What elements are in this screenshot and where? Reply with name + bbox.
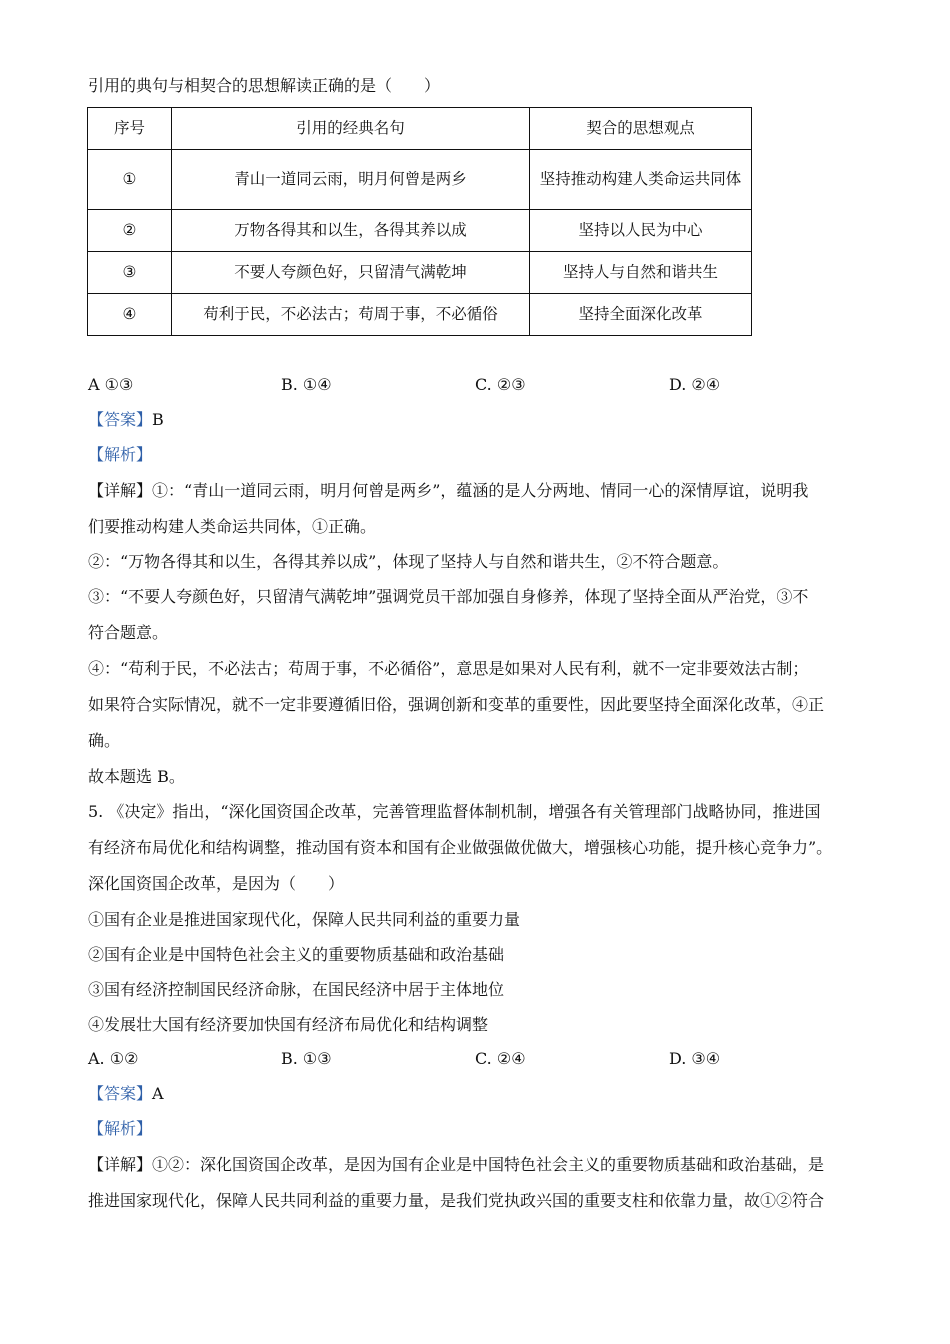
- detail-line: 【详解】①②：深化国资国企改革，是因为国有企业是中国特色社会主义的重要物质基础和政治基础，是: [88, 1155, 825, 1174]
- detail-line: 【详解】①：“青山一道同云雨，明月何曾是两乡”，蕴涵的是人分两地、情同一心的深情厚谊，说明我: [88, 481, 809, 500]
- analysis-label: 【解析】: [88, 445, 153, 464]
- option-a: A. ①②: [88, 1049, 139, 1068]
- statement-item: ④发展壮大国有经济要加快国有经济布局优化和结构调整: [88, 1015, 489, 1034]
- statement-item: ①国有企业是推进国家现代化，保障人民共同利益的重要力量: [88, 910, 521, 929]
- option-b: B. ①④: [281, 375, 332, 394]
- table-cell: 苟利于民，不必法古；苟周于事，不必循俗: [172, 294, 530, 336]
- detail-line: ②：“万物各得其和以生，各得其养以成”，体现了坚持人与自然和谐共生，②不符合题意。: [88, 552, 729, 571]
- option-a: A ①③: [88, 375, 134, 394]
- answer-value: A: [152, 1084, 164, 1103]
- analysis-label: 【解析】: [88, 1119, 153, 1138]
- question-5-stem: 有经济布局优化和结构调整，推动国有资本和国有企业做强做优做大，增强核心功能，提升核心竞争力”。: [88, 838, 833, 857]
- answer-value: B: [152, 410, 164, 429]
- option-d: D. ③④: [669, 1049, 721, 1068]
- table-cell: 不要人夸颜色好，只留清气满乾坤: [172, 252, 530, 294]
- table-cell: ②: [88, 210, 172, 252]
- detail-label: 【详解】: [88, 1155, 153, 1174]
- table-row: [88, 150, 752, 210]
- detail-line: 符合题意。: [88, 623, 169, 642]
- table-header-row: [88, 108, 752, 150]
- table-cell: 坚持推动构建人类命运共同体: [530, 150, 752, 210]
- detail-line: 如果符合实际情况，就不一定非要遵循旧俗，强调创新和变革的重要性，因此要坚持全面深化改革，④正: [88, 695, 825, 714]
- statement-item: ③国有经济控制国民经济命脉，在国民经济中居于主体地位: [88, 980, 505, 999]
- quote-table: [87, 107, 752, 336]
- answer-line: [88, 1084, 868, 1104]
- question-4-stem: 引用的典句与相契合的思想解读正确的是（ ）: [88, 76, 441, 95]
- answer-line: [88, 410, 868, 430]
- detail-line: ③：“不要人夸颜色好，只留清气满乾坤”强调党员干部加强自身修养，体现了坚持全面从严治党，③不: [88, 587, 809, 606]
- table-header: 契合的思想观点: [530, 108, 752, 150]
- question-5-stem: 深化国资国企改革，是因为（ ）: [88, 874, 345, 893]
- detail-line: 们要推动构建人类命运共同体，①正确。: [88, 517, 377, 536]
- option-d: D. ②④: [669, 375, 721, 394]
- table-cell: 青山一道同云雨，明月何曾是两乡: [172, 150, 530, 210]
- table-cell: 坚持人与自然和谐共生: [530, 252, 752, 294]
- answer-label: 【答案】: [88, 410, 153, 429]
- table-cell: ④: [88, 294, 172, 336]
- table-row: [88, 210, 752, 252]
- table-header: 序号: [88, 108, 172, 150]
- detail-line: ④：“苟利于民，不必法古；苟周于事，不必循俗”，意思是如果对人民有利，就不一定非要效法古制；: [88, 659, 809, 678]
- option-c: C. ②③: [475, 375, 526, 394]
- table-cell: 万物各得其和以生，各得其养以成: [172, 210, 530, 252]
- table-row: [88, 252, 752, 294]
- option-c: C. ②④: [475, 1049, 526, 1068]
- question-4-options: [88, 375, 868, 395]
- table-cell: ①: [88, 150, 172, 210]
- detail-line: 故本题选 B。: [88, 767, 185, 786]
- answer-label: 【答案】: [88, 1084, 153, 1103]
- detail-line: 确。: [88, 731, 121, 750]
- option-b: B. ①③: [281, 1049, 332, 1068]
- detail-label: 【详解】: [88, 481, 153, 500]
- table-header: 引用的经典名句: [172, 108, 530, 150]
- question-5-stem: 5. 《决定》指出，“深化国资国企改革，完善管理监督体制机制，增强各有关管理部门战略协同，推进国: [88, 802, 821, 821]
- table-row: [88, 294, 752, 336]
- detail-line: 推进国家现代化，保障人民共同利益的重要力量，是我们党执政兴国的重要支柱和依靠力量，故①②符合: [88, 1191, 825, 1210]
- table-cell: 坚持以人民为中心: [530, 210, 752, 252]
- table-cell: ③: [88, 252, 172, 294]
- question-5-options: [88, 1049, 868, 1069]
- table-cell: 坚持全面深化改革: [530, 294, 752, 336]
- statement-item: ②国有企业是中国特色社会主义的重要物质基础和政治基础: [88, 945, 505, 964]
